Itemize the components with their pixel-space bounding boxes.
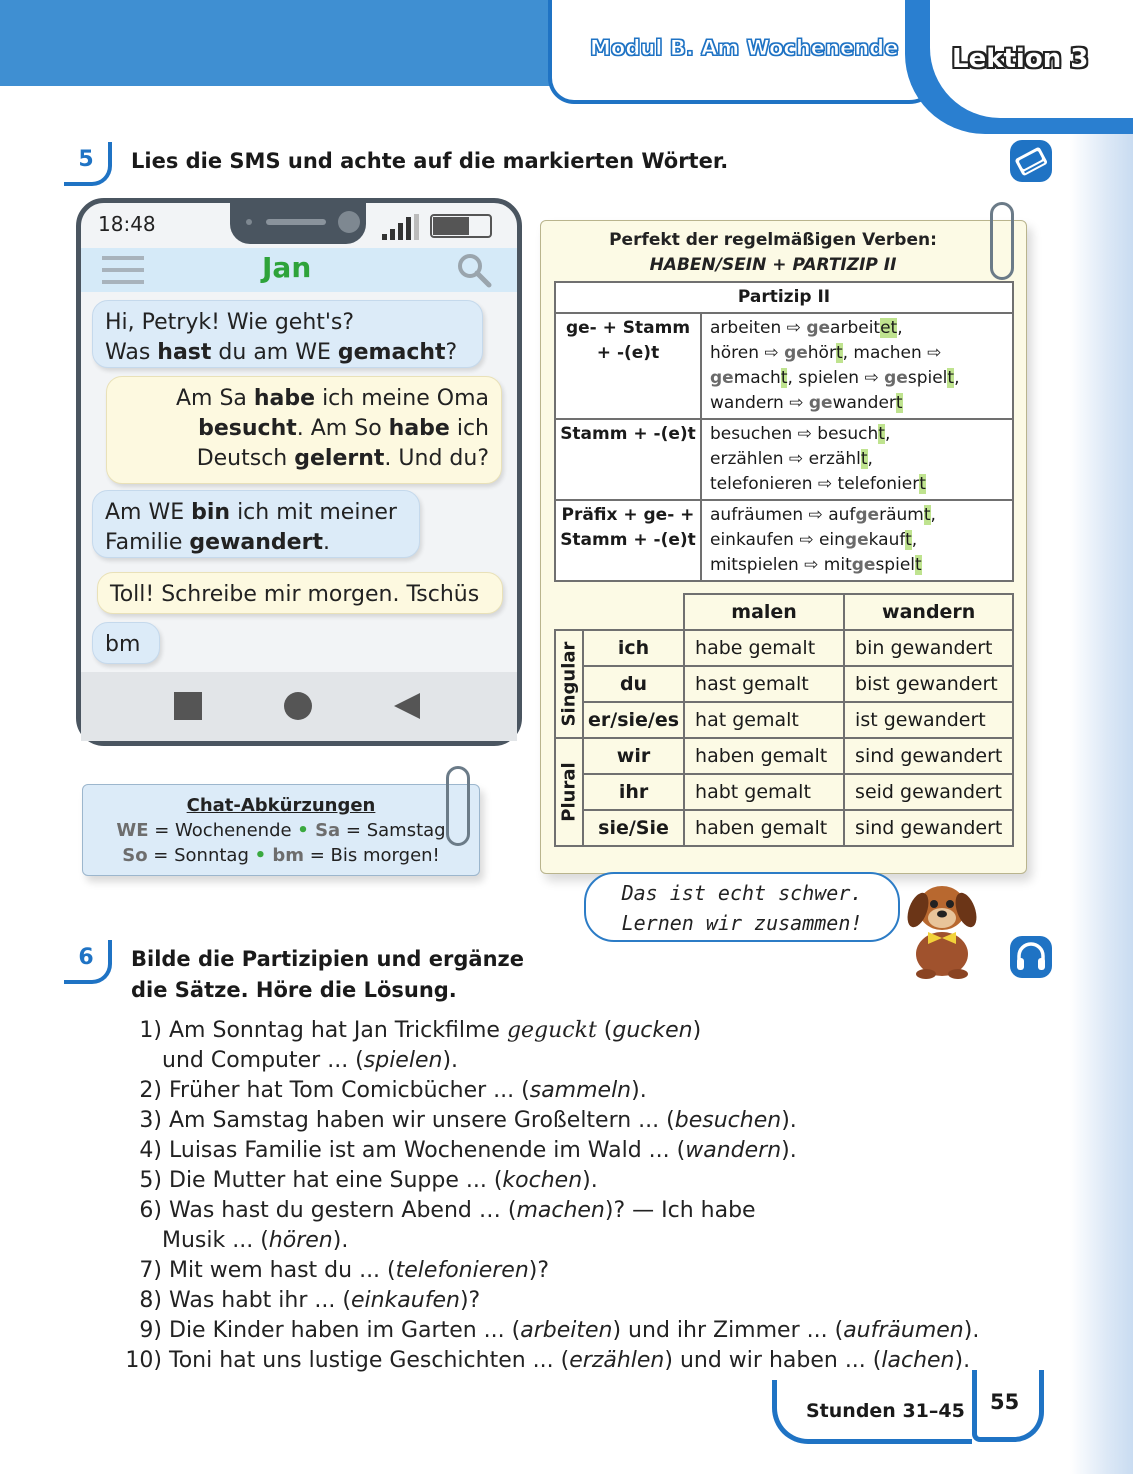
module-title: Modul B. Am Wochenende [590, 36, 899, 60]
menu-icon[interactable] [102, 256, 144, 284]
list-item: 6) Was hast du gestern Abend … (machen)? — Ich habe [139, 1198, 756, 1223]
chat-message-4: Toll! Schreibe mir morgen. Tschüs [97, 572, 503, 614]
phone-speaker [266, 219, 326, 225]
partizip-header: Partizip II [555, 282, 1013, 313]
chat-message-3: Am WE bin ich mit meiner Familie gewandert. [92, 490, 420, 558]
contact-name: Jan [262, 251, 312, 284]
pronoun: ihr [583, 774, 684, 810]
pronoun: ich [583, 630, 684, 666]
rule-label: ge- + Stamm + -(e)t [555, 313, 701, 419]
partizip-table [554, 281, 1014, 582]
footer-hours: Stunden 31–45 [806, 1400, 965, 1422]
exercise-list [116, 1016, 1016, 1376]
list-item-continued: Musik ... (hören). [162, 1228, 349, 1253]
list-item-continued: und Computer ... (spielen). [162, 1048, 459, 1073]
group-singular: Singular [555, 630, 583, 738]
phone-camera [338, 211, 360, 233]
task-number-6: 6 [64, 940, 112, 984]
rule-examples: besuchen ⇨ besucht, erzählen ⇨ erzählt, telefonieren ⇨ telefoniert [701, 419, 1013, 500]
home-icon[interactable] [284, 692, 312, 720]
chat-message-1: Hi, Petryk! Wie geht's? Was hast du am WE gemacht? [92, 300, 483, 368]
group-plural: Plural [555, 738, 583, 846]
signal-icon [382, 214, 422, 240]
conj-cell: sind gewandert [844, 738, 1013, 774]
conj-cell: haben gemalt [684, 810, 844, 846]
status-time: 18:48 [98, 212, 156, 236]
dog-illustration [898, 868, 988, 980]
page-number: 55 [990, 1390, 1020, 1414]
rule-label: Stamm + -(e)t [555, 419, 701, 500]
pronoun: du [583, 666, 684, 702]
phone-sensor [246, 219, 252, 225]
conj-cell: hat gemalt [684, 702, 844, 738]
task-6-instruction: Bilde die Partizipien und ergänze die Sätze. Höre die Lösung. [131, 947, 524, 1002]
pronoun: er/sie/es [583, 702, 684, 738]
conj-cell: hast gemalt [684, 666, 844, 702]
chat-abbreviations-box [82, 784, 480, 876]
conj-cell: habe gemalt [684, 630, 844, 666]
task-5-instruction: Lies die SMS und achte auf die markierten Wörter. [131, 149, 729, 173]
conj-cell: habt gemalt [684, 774, 844, 810]
conj-cell: sind gewandert [844, 810, 1013, 846]
paperclip-icon [990, 202, 1014, 280]
speech-bubble: Das ist echt schwer. Lernen wir zusammen! [584, 872, 900, 942]
list-item: 5) Die Mutter hat eine Suppe ... (kochen). [139, 1168, 598, 1193]
abbreviations-line-2: So = Sonntag • bm = Bis morgen! [122, 845, 440, 866]
list-item: 2) Früher hat Tom Comicbücher ... (sammeln). [139, 1078, 647, 1103]
chat-message-5: bm [92, 622, 160, 664]
list-item: 10) Toni hat uns lustige Geschichten ... (erzählen) und wir haben ... (lachen). [125, 1348, 971, 1373]
search-icon[interactable] [456, 252, 492, 288]
battery-level [433, 217, 469, 235]
headphones-icon[interactable] [1008, 934, 1054, 980]
rule-examples: aufräumen ⇨ aufgeräumt, einkaufen ⇨ eingekauft, mitspielen ⇨ mitgespielt [701, 500, 1013, 581]
back-icon[interactable] [394, 693, 420, 719]
grammar-title: Perfekt der regelmäßigen Verben: HABEN/SEIN + PARTIZIP II [609, 230, 937, 275]
chat-message-2: Am Sa habe ich meine Oma besucht. Am So habe ich Deutsch gelernt. Und du? [106, 376, 502, 484]
conj-cell: bin gewandert [844, 630, 1013, 666]
conj-cell: seid gewandert [844, 774, 1013, 810]
side-strip [1070, 130, 1133, 1474]
lesson-title: Lektion 3 [952, 44, 1089, 74]
paperclip-icon [446, 766, 470, 846]
book-icon [1008, 138, 1054, 184]
square-icon[interactable] [174, 692, 202, 720]
conj-cell: haben gemalt [684, 738, 844, 774]
header-bar [0, 0, 600, 86]
rule-examples: arbeiten ⇨ gearbeitet, hören ⇨ gehört, machen ⇨ gemacht, spielen ⇨ gespielt, wandern ⇨ gewandert [701, 313, 1013, 419]
task-number-5: 5 [64, 142, 112, 186]
list-item: 7) Mit wem hast du ... (telefonieren)? [139, 1258, 550, 1283]
rule-label: Präfix + ge- + Stamm + -(e)t [555, 500, 701, 581]
pronoun: wir [583, 738, 684, 774]
conjugation-table [554, 593, 1014, 847]
list-item: 1) Am Sonntag hat Jan Trickfilme geguckt (gucken) [139, 1018, 702, 1043]
col-header-wandern: wandern [844, 594, 1013, 630]
list-item: 3) Am Samstag haben wir unsere Großeltern ... (besuchen). [139, 1108, 797, 1133]
list-item: 8) Was habt ihr ... (einkaufen)? [139, 1288, 481, 1313]
pronoun: sie/Sie [583, 810, 684, 846]
conj-cell: bist gewandert [844, 666, 1013, 702]
conj-cell: ist gewandert [844, 702, 1013, 738]
col-header-malen: malen [684, 594, 844, 630]
abbreviations-title: Chat-Abkürzungen [186, 795, 376, 816]
list-item: 9) Die Kinder haben im Garten ... (arbeiten) und ihr Zimmer ... (aufräumen). [139, 1318, 980, 1343]
abbreviations-line-1: WE = Wochenende • Sa = Samstag [116, 820, 446, 841]
list-item: 4) Luisas Familie ist am Wochenende im Wald ... (wandern). [139, 1138, 797, 1163]
